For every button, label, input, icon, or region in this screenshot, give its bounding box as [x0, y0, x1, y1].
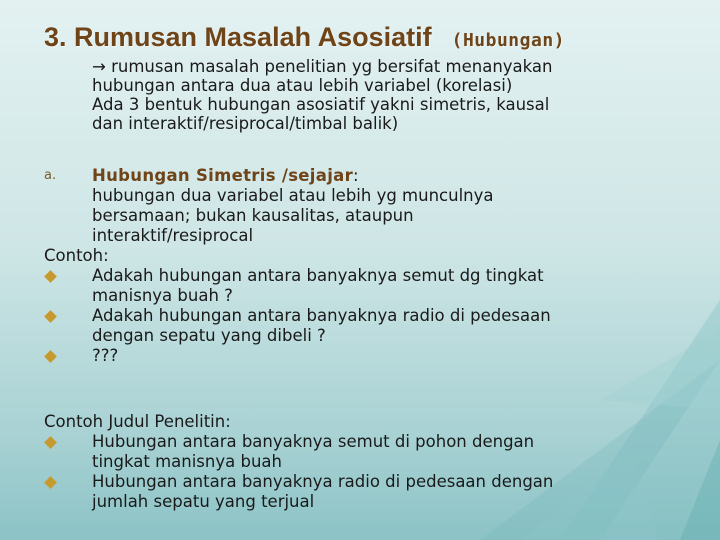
diamond-bullet-icon — [44, 310, 57, 323]
title-sub: (Hubungan) — [451, 30, 565, 51]
section-example-titles — [44, 412, 704, 512]
intro-line: dan interaktif/resiprocal/timbal balik) — [92, 114, 399, 133]
arrow-icon: → — [92, 57, 106, 76]
diamond-bullet-icon — [44, 270, 57, 283]
list-item: Adakah hubungan antara banyaknya radio di pedesaan dengan sepatu yang dibeli ? — [44, 306, 704, 346]
list-item: ??? — [44, 346, 704, 366]
list-item: Adakah hubungan antara banyaknya semut dg tingkat manisnya buah ? — [44, 266, 704, 306]
intro-line: → rumusan masalah penelitian yg bersifat menanyakan — [92, 57, 553, 76]
intro-line: Ada 3 bentuk hubungan asosiatif yakni simetris, kausal — [92, 95, 550, 114]
section-a-line: interaktif/resiprocal — [92, 226, 254, 245]
list-item: Hubungan antara banyaknya radio di pedesaan dengan jumlah sepatu yang terjual — [44, 472, 704, 512]
slide-title — [44, 22, 565, 53]
section-a-heading-row: a. Hubungan Simetris /sejajar: — [44, 166, 359, 185]
list-marker: a. — [44, 168, 57, 183]
judul-label: Contoh Judul Penelitin: — [44, 412, 231, 431]
list-item: Hubungan antara banyaknya semut di pohon dengan tingkat manisnya buah — [44, 432, 704, 472]
intro-text — [92, 57, 712, 133]
contoh-label: Contoh: — [44, 246, 109, 265]
intro-line: hubungan antara dua atau lebih variabel (korelasi) — [92, 76, 513, 95]
title-main: 3. Rumusan Masalah Asosiatif — [44, 22, 432, 52]
section-a-line: hubungan dua variabel atau lebih yg munculnya — [92, 186, 494, 205]
section-a-line: bersamaan; bukan kausalitas, ataupun — [92, 206, 414, 225]
section-symmetric — [44, 166, 704, 366]
diamond-bullet-icon — [44, 476, 57, 489]
diamond-bullet-icon — [44, 436, 57, 449]
diamond-bullet-icon — [44, 350, 57, 363]
section-heading: Hubungan Simetris /sejajar — [92, 166, 354, 185]
